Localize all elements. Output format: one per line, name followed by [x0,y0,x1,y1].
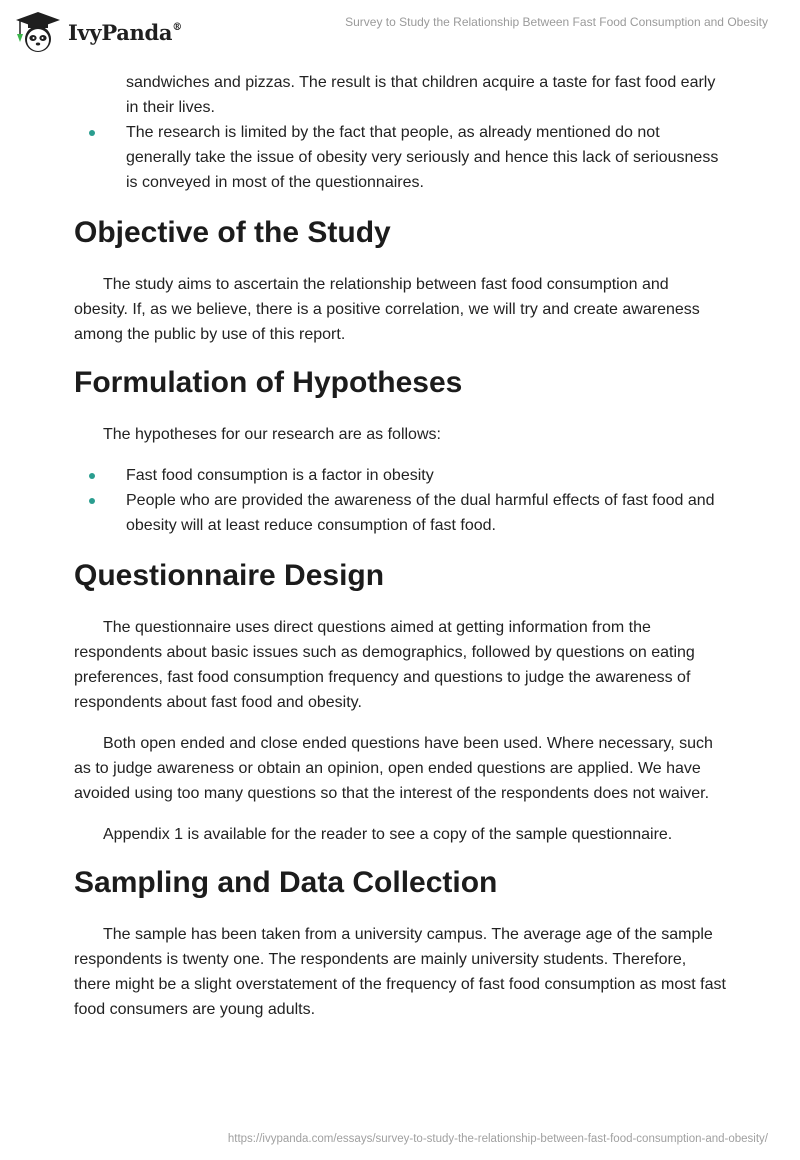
bullet-icon [89,498,95,504]
page-header [0,0,800,62]
bullet-icon [89,130,95,136]
list-item: People who are provided the awareness of the dual harmful effects of fast food and obesity will at least reduce consumption of fast food. [74,488,726,538]
bullet-continuation: sandwiches and pizzas. The result is that children acquire a taste for fast food early in their lives. [126,74,716,116]
paragraph: The study aims to ascertain the relationship between fast food consumption and obesity. If, as we believe, there is a positive correlation, we will try and create awareness among the public by use of this report. [74,276,700,343]
hypotheses-list [74,463,726,538]
source-url[interactable]: https://ivypanda.com/essays/survey-to-study-the-relationship-between-fast-food-consumption-and-obesity/ [227,1133,768,1145]
section-heading-questionnaire: Questionnaire Design [74,559,385,592]
list-item: Fast food consumption is a factor in obesity [74,463,726,488]
paragraph: The questionnaire uses direct questions aimed at getting information from the respondents about basic issues such as demographics, followed by questions on eating preferences, fast food consumption frequency and questions to judge the awareness of respondents about fast food and obesity. [74,619,695,711]
paragraph: The sample has been taken from a university campus. The average age of the sample respondents is twenty one. The respondents are mainly university students. Therefore, there might be a slight overstatement of the frequency of fast food consumption as most fast food consumers are young adults. [74,926,726,1018]
bullet-icon [89,473,95,479]
section-heading-sampling: Sampling and Data Collection [74,866,498,899]
limitations-list [74,120,726,195]
list-item: The research is limited by the fact that people, as already mentioned do not generally take the issue of obesity very seriously and hence this lack of seriousness is conveyed in most of the questionnaires. [74,120,726,195]
panda-graduate-icon [14,10,62,54]
section-heading-hypotheses: Formulation of Hypotheses [74,366,463,399]
paragraph: Both open ended and close ended questions have been used. Where necessary, such as to judge awareness or obtain an opinion, open ended questions are applied. We have avoided using too many questions so that the interest of the respondents does not waiver. [74,735,713,802]
section-heading-objective: Objective of the Study [74,216,391,249]
essay-content [74,70,726,1022]
document-title: Survey to Study the Relationship Between Fast Food Consumption and Obesity [345,15,768,29]
ivypanda-logo[interactable] [14,8,182,56]
brand-name: IvyPanda® [68,19,182,45]
paragraph: The hypotheses for our research are as follows: [103,426,441,443]
paragraph: Appendix 1 is available for the reader to see a copy of the sample questionnaire. [103,826,673,843]
